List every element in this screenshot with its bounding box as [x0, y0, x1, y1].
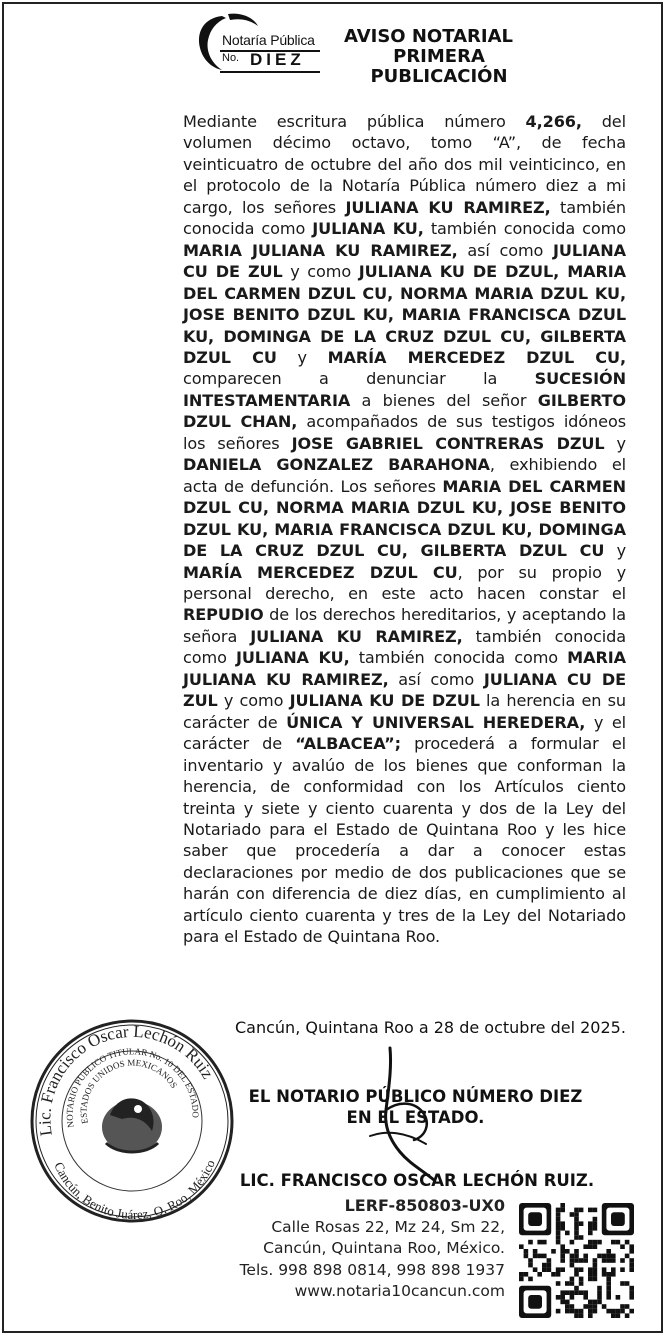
seal-country-text: ESTADOS UNIDOS MEXICANOS [78, 1057, 180, 1125]
notary-name: LIC. FRANCISCO OSCAR LECHÓN RUIZ. [239, 1171, 595, 1190]
body-bold-segment: JULIANA KU DE DZUL, MARIA DEL CARMEN DZUL CU, NORMA MARIA DZUL KU, JOSE BENITO DZUL KU, MARIA FRANCISCA DZUL KU, DOMINGA DE LA CRUZ DZUL CU, GILBERTA DZUL CU [183, 262, 626, 367]
body-text-segment: acompañados de sus testigos idóneos los señores [183, 412, 626, 453]
body-bold-segment: JULIANA KU DE DZUL [289, 691, 480, 711]
rfc-code: LERF-850803-UX0 [344, 1196, 505, 1215]
body-bold-segment: JULIANA KU RAMIREZ, [345, 197, 551, 217]
body-bold-segment: 4,266, [525, 112, 582, 131]
body-bold-segment: MARIA JULIANA KU RAMIREZ, [183, 648, 626, 689]
body-bold-segment: MARIA DEL CARMEN DZUL CU, NORMA MARIA DZUL KU, JOSE BENITO DZUL KU, MARIA FRANCISCA DZUL KU, DOMINGA DE LA CRUZ DZUL CU, GILBERTA DZUL CU [183, 476, 626, 561]
body-bold-segment: JULIANA KU, [312, 219, 424, 239]
body-bold-segment: JULIANA CU DE ZUL [183, 669, 626, 711]
body-text-segment: comparecen a denunciar la [183, 369, 535, 389]
logo-title: Notaría Pública [222, 32, 315, 48]
body-text-segment: y [604, 541, 626, 561]
qr-code-icon[interactable] [519, 1203, 639, 1321]
notary-logo [192, 10, 324, 74]
body-text-segment: , exhibiendo el acta de defunción. Los señores [183, 455, 626, 496]
body-bold-segment: JULIANA KU, [235, 648, 350, 668]
seal-icon [26, 1015, 238, 1227]
eagle-emblem-icon [102, 1098, 162, 1153]
seal-inner-text: NOTARIO PUBLICO TITULAR No. 10 DEL ESTADO [64, 1046, 201, 1129]
logo-rule-bottom [220, 71, 320, 73]
body-text-segment: también conocida como [349, 648, 568, 668]
logo-diez: DIEZ [250, 50, 305, 69]
body-text-segment: también conocida como [183, 197, 626, 239]
body-text-segment: y como [282, 262, 359, 282]
body-text-segment: y [604, 433, 626, 453]
body-bold-segment: JULIANA CU DE ZUL [183, 240, 626, 282]
heading-line-3: PUBLICACIÓN [370, 66, 508, 87]
body-bold-segment: MARÍA MERCEDEZ DZUL CU, [327, 347, 626, 367]
body-text-segment: Mediante escritura pública número [183, 112, 526, 131]
heading-line-2: PRIMERA [393, 46, 485, 67]
body-text-segment: a bienes del señor [350, 390, 538, 410]
body-bold-segment: MARIA JULIANA KU RAMIREZ, [183, 240, 458, 260]
seal-bottom-text: Cancún, Benito Juárez, Q. Roo, México [51, 1157, 218, 1223]
address-line-2: Cancún, Quintana Roo, México. [263, 1239, 505, 1257]
notary-seal [26, 1015, 238, 1227]
body-bold-segment: GILBERTO DZUL CHAN, [183, 390, 626, 432]
body-bold-segment: JULIANA KU RAMIREZ, [250, 626, 463, 646]
place-date: Cancún, Quintana Roo a 28 de octubre del 2025. [235, 1018, 626, 1037]
notary-title [228, 1086, 603, 1128]
body-text-segment: la herencia en su carácter de [183, 691, 626, 732]
body-text-segment: así como [457, 240, 554, 260]
body-text-segment: también conocida como [183, 626, 626, 668]
notary-title-line-1: EL NOTARIO PÚBLICO NÚMERO DIEZ [248, 1087, 583, 1106]
body-text-segment: y [276, 347, 328, 367]
body-bold-segment: ÚNICA Y UNIVERSAL HEREDERA, [286, 712, 586, 732]
phone-numbers: Tels. 998 898 0814, 998 898 1937 [239, 1260, 505, 1279]
body-text-segment: de los derechos hereditarios, y aceptando la señora [183, 605, 626, 646]
body-bold-segment: REPUDIO [183, 605, 264, 625]
body-bold-segment: JOSE GABRIEL CONTRERAS DZUL [291, 433, 605, 453]
body-text-segment: y el carácter de [183, 712, 627, 754]
logo-no: No. [222, 52, 240, 64]
website-link[interactable]: www.notaria10cancun.com [294, 1282, 505, 1300]
notice-body [183, 111, 626, 948]
address-line-1: Calle Rosas 22, Mz 24, Sm 22, [271, 1217, 505, 1236]
notice-heading [344, 27, 534, 87]
seal-outer-text: Lic. Francisco Oscar Lechón Ruiz [35, 1021, 218, 1138]
body-bold-segment: “ALBACEA”; [295, 734, 401, 754]
body-text-segment: así como [388, 669, 484, 689]
body-bold-segment: MARÍA MERCEDEZ DZUL CU [183, 562, 458, 582]
body-text-segment: también conocida como [423, 219, 626, 239]
heading-line-1: AVISO NOTARIAL [344, 26, 514, 47]
body-text-segment: y como [217, 691, 290, 711]
svg-text:Cancún, Benito Juárez, Q. Roo, [51, 1158, 218, 1222]
body-text-segment: procederá a formular el inventario y avalúo de los bienes que conforman la herencia, de conformidad con los Artículos ciento treinta y siete y ciento cuarenta y dos de la Ley del Notariado para el Estado de Quintana Roo y les hice saber que procedería a dar a conocer estas declaraciones por medio de dos publicaciones que se harán con diferencia de diez días, en cumplimiento al artículo ciento cuarenta y tres de la Ley del Notariado para el Estado de Quintana Roo. [183, 734, 626, 947]
body-bold-segment: SUCESIÓN INTESTAMENTARIA [183, 369, 626, 410]
body-text-segment: del volumen décimo octavo, tomo “A”, de fecha veinticuatro de octubre del año dos mil veinticinco, en el protocolo de la Notaría Pública número diez a mi cargo, los señores [183, 112, 626, 217]
contact-block [215, 1195, 505, 1303]
body-text-segment: , por su propio y personal derecho, en este acto hacen constar el [183, 562, 626, 603]
body-bold-segment: DANIELA GONZALEZ BARAHONA [183, 455, 490, 475]
notary-title-line-2: EN EL ESTADO. [346, 1108, 485, 1127]
